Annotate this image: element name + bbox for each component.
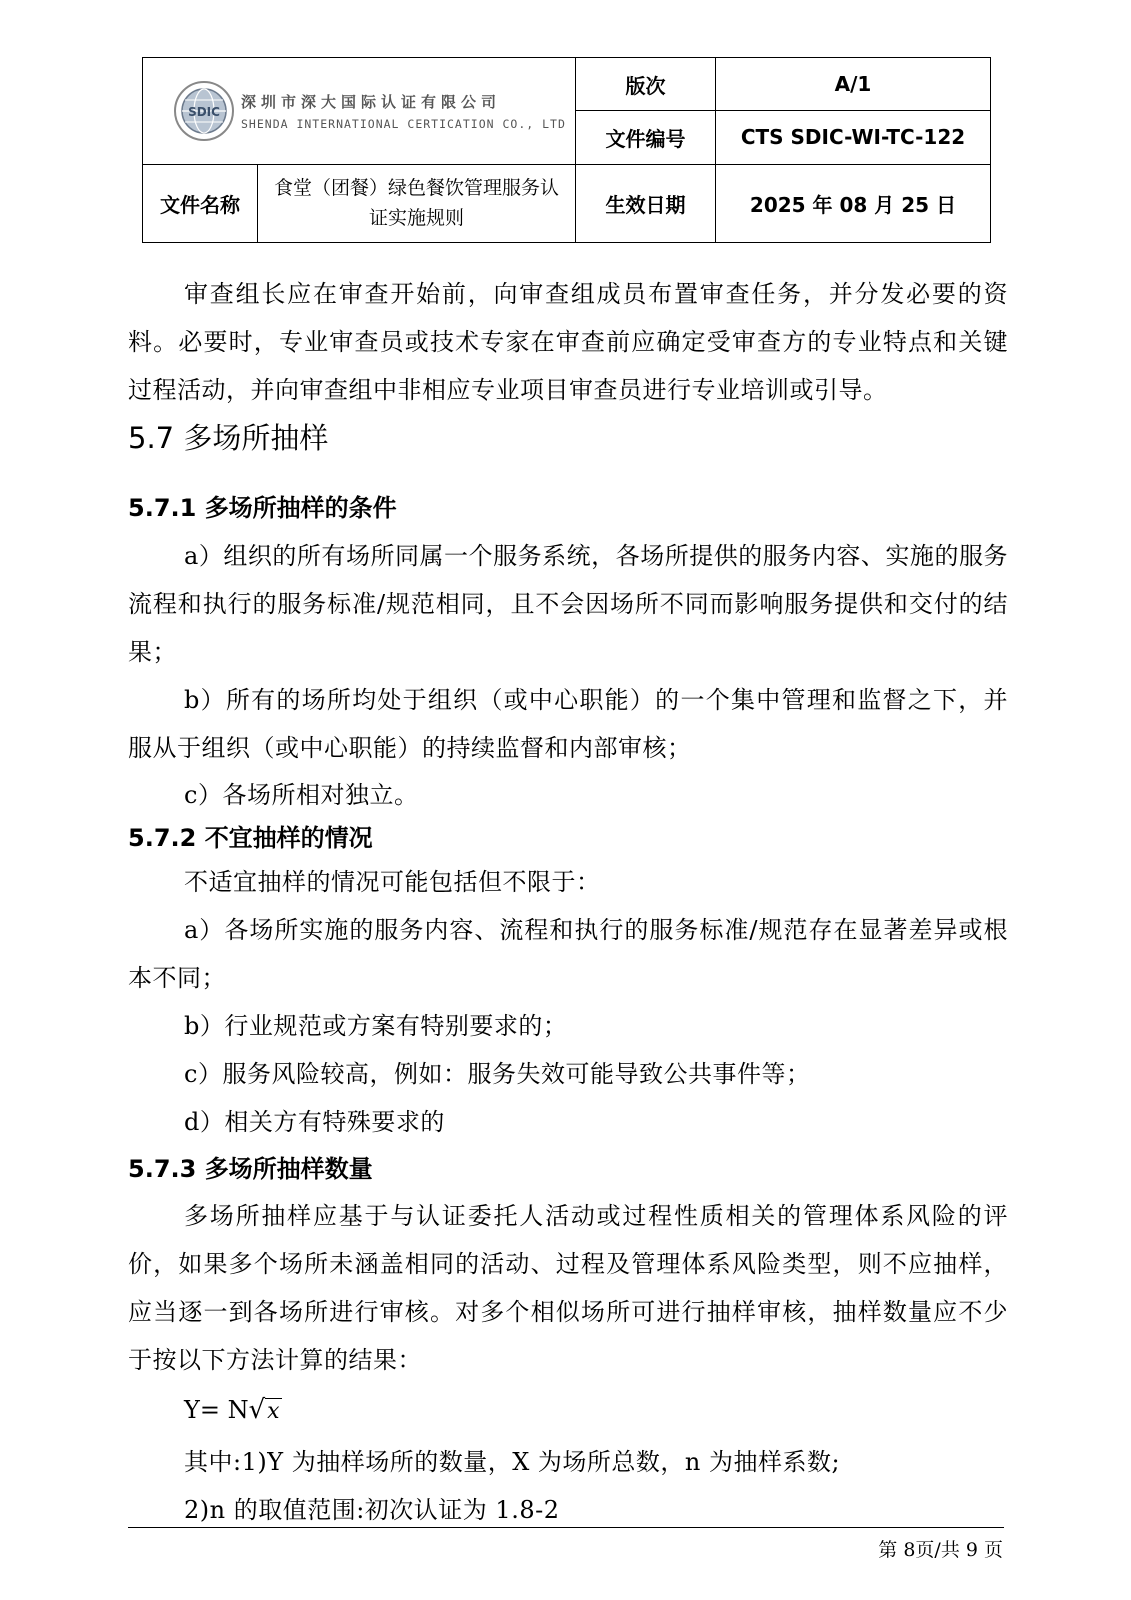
subsection-heading-5-7-3: 5.7.3 多场所抽样数量 xyxy=(128,1155,373,1183)
document-body xyxy=(128,270,1008,1534)
formula-where-2: 2)n 的取值范围:初次认证为 1.8-2 xyxy=(184,1496,560,1524)
unsuitable-b: b）行业规范或方案有特别要求的； xyxy=(184,1012,568,1040)
quantity-paragraph: 多场所抽样应基于与认证委托人活动或过程性质相关的管理体系风险的评价，如果多个场所未涵盖相同的活动、过程及管理体系风险类型，则不应抽样，应当逐一到各场所进行审核。对多个相似场所可进行抽样审核，抽样数量应不少于按以下方法计算的结果： xyxy=(128,1202,1008,1374)
unsuitable-intro: 不适宜抽样的情况可能包括但不限于： xyxy=(184,868,601,896)
doc-number-label: 文件编号 xyxy=(576,111,716,164)
formula-sqrt xyxy=(249,1384,282,1438)
sampling-formula xyxy=(128,1384,1008,1438)
version-value: A/1 xyxy=(716,58,991,111)
subsection-heading-5-7-1: 5.7.1 多场所抽样的条件 xyxy=(128,494,397,522)
formula-where-1: 其中:1)Y 为抽样场所的数量，X 为场所总数，n 为抽样系数; xyxy=(184,1448,841,1476)
version-label: 版次 xyxy=(576,58,716,111)
company-name-cn: 深圳市深大国际认证有限公司 xyxy=(241,92,502,111)
company-logo-cell xyxy=(143,58,576,165)
intro-paragraph: 审查组长应在审查开始前，向审查组成员布置审查任务，并分发必要的资料。必要时，专业审查员或技术专家在审查前应确定受审查方的专业特点和关键过程活动，并向审查组中非相应专业项目审查员进行专业培训或引导。 xyxy=(128,280,1008,404)
effective-date-label: 生效日期 xyxy=(576,164,716,242)
condition-c: c）各场所相对独立。 xyxy=(184,781,419,809)
section-heading-5-7: 5.7 多场所抽样 xyxy=(128,421,329,455)
effective-date-value: 2025 年 08 月 25 日 xyxy=(716,164,991,242)
doc-number-value: CTS SDIC-WI-TC-122 xyxy=(716,111,991,164)
doc-name-line1: 食堂（团餐）绿色餐饮管理服务认 xyxy=(273,177,559,200)
doc-name-label: 文件名称 xyxy=(143,164,258,242)
company-logo-icon xyxy=(173,80,235,142)
document-header-table xyxy=(142,57,991,243)
condition-a: a）组织的所有场所同属一个服务系统，各场所提供的服务内容、实施的服务流程和执行的服务标准/规范相同，且不会因场所不同而影响服务提供和交付的结果； xyxy=(128,542,1008,666)
logo-letters: SDIC xyxy=(188,104,220,119)
formula-radical: √ xyxy=(248,1395,266,1425)
page-number: 第 8页/共 9 页 xyxy=(878,1539,1003,1561)
company-name-en: SHENDA INTERNATIONAL CERTICATION CO., LTD xyxy=(241,116,566,131)
unsuitable-a: a）各场所实施的服务内容、流程和执行的服务标准/规范存在显著差异或根本不同； xyxy=(128,916,1008,992)
unsuitable-c: c）服务风险较高，例如：服务失效可能导致公共事件等； xyxy=(184,1060,811,1088)
footer-divider xyxy=(128,1527,1004,1528)
unsuitable-d: d）相关方有特殊要求的 xyxy=(184,1108,445,1136)
condition-b: b）所有的场所均处于组织（或中心职能）的一个集中管理和监督之下，并服从于组织（或中心职能）的持续监督和内部审核； xyxy=(128,686,1008,762)
doc-name-value xyxy=(258,164,576,242)
formula-argument: x xyxy=(267,1399,280,1424)
formula-lhs: Y= N xyxy=(184,1396,249,1424)
doc-name-line2: 证实施规则 xyxy=(368,207,464,230)
subsection-heading-5-7-2: 5.7.2 不宜抽样的情况 xyxy=(128,824,373,852)
